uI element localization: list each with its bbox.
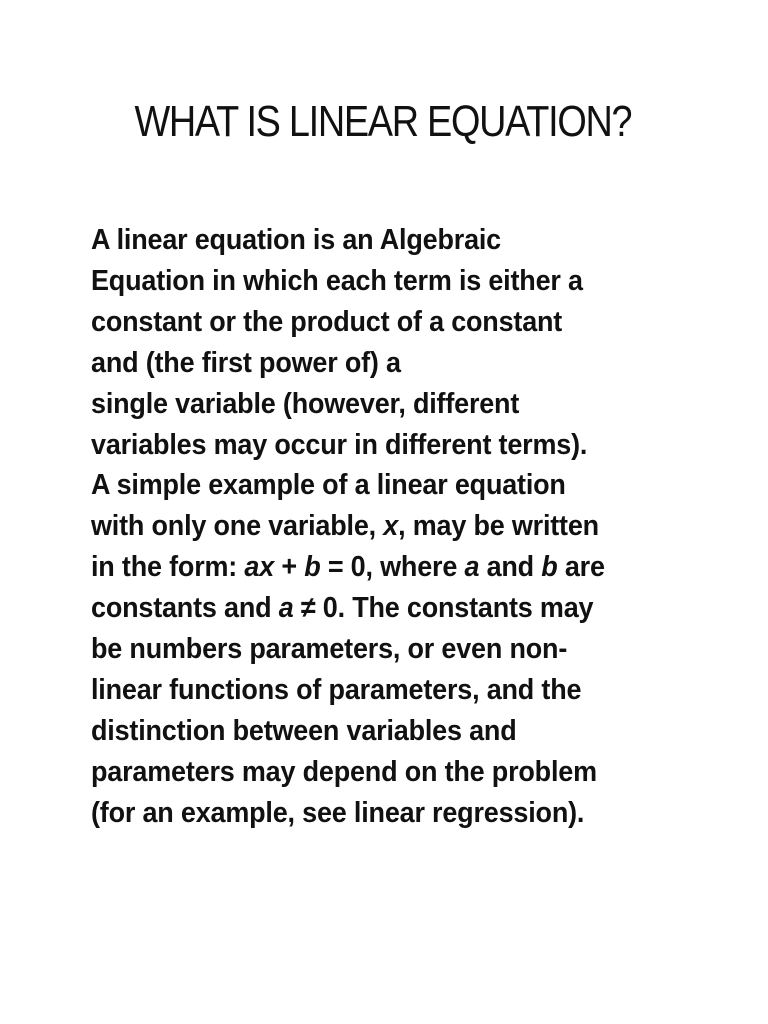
line-text: (for an example, see <box>91 796 354 829</box>
line-text: Equation in which each <box>91 264 394 297</box>
math-variable: a <box>278 592 294 625</box>
line-text: be <box>91 633 130 666</box>
line-text: A simple example of a linear equation <box>91 469 566 502</box>
paragraph-line <box>91 384 668 425</box>
line-text: in the form: <box>91 551 245 584</box>
math-variable: ax <box>244 551 275 584</box>
paragraph-line <box>91 220 668 261</box>
line-text: , may be written <box>398 510 599 543</box>
line-text: , or even non- <box>392 633 568 666</box>
line-text: of parameters, and the <box>288 673 582 706</box>
line-text: A linear equation is an Algebraic <box>91 224 502 256</box>
linear-regression-link[interactable]: linear regression <box>353 796 569 829</box>
paragraph-line <box>91 629 668 670</box>
line-text: single variable (however, different <box>91 387 520 420</box>
paragraph-line <box>91 506 668 547</box>
line-text: parameters may depend on the problem <box>91 755 597 788</box>
line-text: and (the first power of) a <box>91 346 401 379</box>
line-text: ). <box>568 796 585 829</box>
numbers-link[interactable]: numbers <box>129 633 243 666</box>
functions-link[interactable]: functions <box>169 673 289 706</box>
math-variable: a <box>464 551 480 584</box>
page-title: WHAT IS LINEAR EQUATION? <box>134 97 632 146</box>
paragraph-line <box>91 711 668 752</box>
paragraph-line <box>91 465 668 506</box>
math-variable: x <box>383 510 399 543</box>
line-text: with only one variable, <box>91 510 384 543</box>
line-text: variables may occur in different terms). <box>91 428 588 461</box>
line-text: + <box>274 551 305 584</box>
paragraph-line <box>91 425 668 466</box>
paragraph-line <box>91 793 668 834</box>
line-text: = 0, where <box>320 551 465 584</box>
line-text: ≠ 0. The constants may <box>293 592 594 625</box>
term-link[interactable]: term <box>393 264 452 297</box>
paragraph-line <box>91 547 668 588</box>
paragraph-line <box>91 588 668 629</box>
line-text: constants and <box>91 592 279 625</box>
paragraph-line <box>91 261 668 302</box>
line-text: linear <box>91 673 170 706</box>
paragraph-line <box>91 752 668 793</box>
line-text: is either a <box>451 264 583 297</box>
line-text: distinction between variables and <box>91 714 517 747</box>
line-text: constant or the product of a constant <box>91 305 563 338</box>
paragraph-line <box>91 343 668 384</box>
math-variable: b <box>304 551 321 584</box>
paragraph-line <box>91 670 668 711</box>
body-paragraph <box>91 220 711 834</box>
math-variable: b <box>541 551 558 584</box>
line-text: and <box>479 551 542 584</box>
paragraph-line <box>91 302 668 343</box>
parameters-link[interactable]: parameters <box>249 633 393 666</box>
line-text: are <box>557 551 605 584</box>
